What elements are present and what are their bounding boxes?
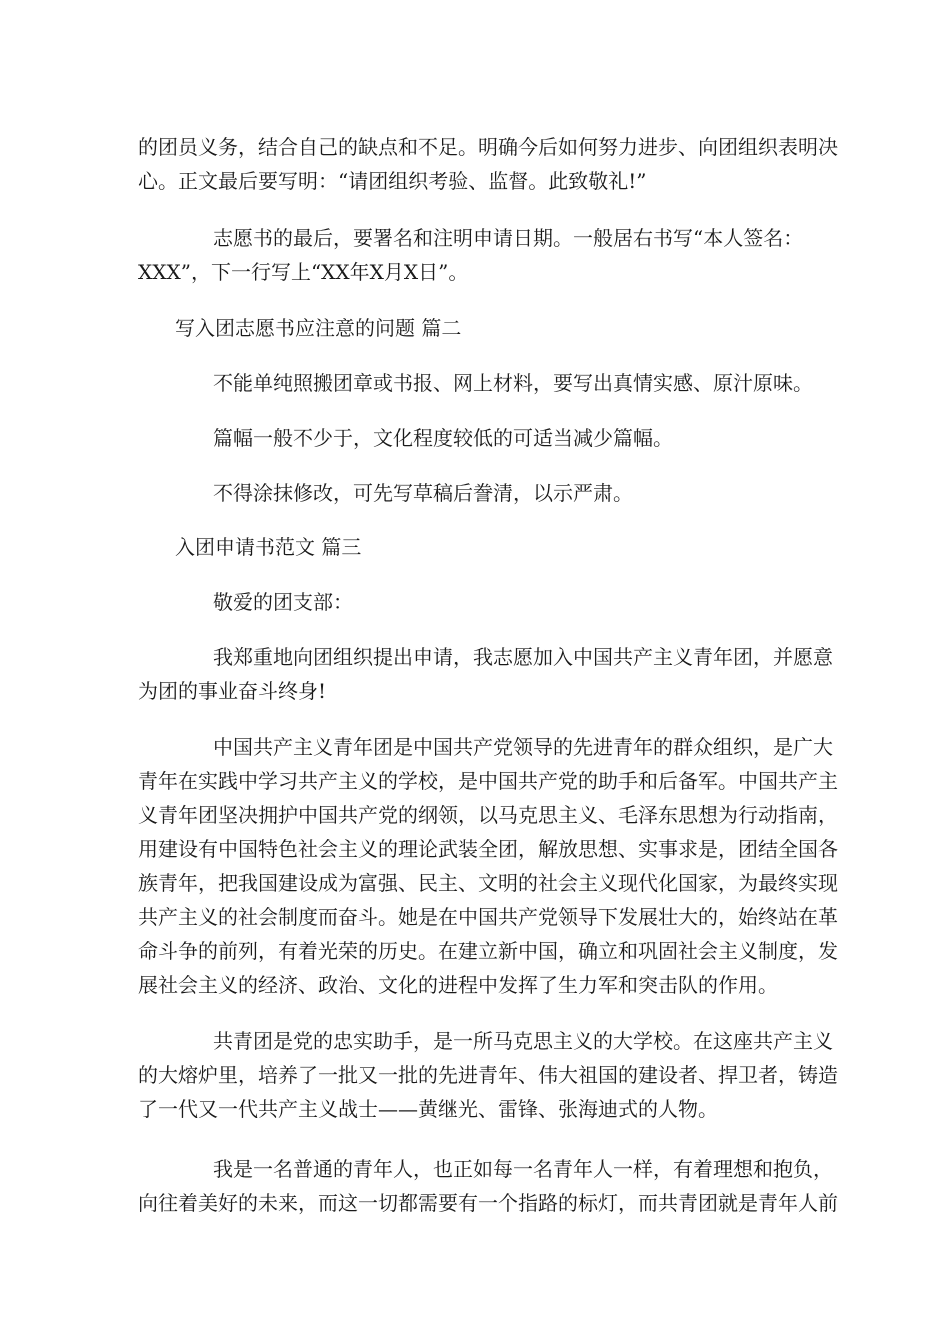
paragraph-league-description	[138, 730, 838, 1002]
text-line: XXX”，下一行写上“XX年X月X日”。	[138, 260, 469, 284]
paragraph-signature	[138, 221, 810, 289]
text-line: 的大熔炉里，培养了一批又一批的先进青年、伟大祖国的建设者、捍卫者，铸造	[138, 1063, 838, 1087]
text-line: 志愿书的最后，要署名和注明申请日期。一般居右书写“本人签名：	[213, 226, 804, 250]
text-line: 了一代又一代共产主义战士——黄继光、雷锋、张海迪式的人物。	[138, 1097, 718, 1121]
text-line: 我是一名普通的青年人，也正如每一名青年人一样，有着理想和抱负，	[213, 1157, 833, 1181]
salutation: 敬爱的团支部：	[213, 590, 353, 614]
text-line: 命斗争的前列，有着光荣的历史。在建立新中国，确立和巩固社会主义制度，发	[138, 939, 838, 963]
text-line: 心。正文最后要写明：“请团组织考验、监督。此致敬礼!”	[138, 169, 647, 193]
text-line: 用建设有中国特色社会主义的理论武装全团，解放思想、实事求是，团结全国各	[138, 837, 838, 861]
paragraph-personal	[138, 1152, 838, 1220]
section-heading-2: 写入团志愿书应注意的问题 篇二	[175, 316, 462, 340]
section-heading-3: 入团申请书范文 篇三	[175, 535, 362, 559]
text-line: 为团的事业奋斗终身!	[138, 679, 327, 703]
guideline-item-1: 不能单纯照搬团章或书报、网上材料，要写出真情实感、原汁原味。	[213, 371, 813, 395]
paragraph-league-assistant	[138, 1024, 838, 1126]
text-line: 族青年，把我国建设成为富强、民主、文明的社会主义现代化国家，为最终实现	[138, 871, 838, 895]
text-line: 我郑重地向团组织提出申请，我志愿加入中国共产主义青年团，并愿意	[213, 645, 833, 669]
text-line: 青年在实践中学习共产主义的学校，是中国共产党的助手和后备军。中国共产主	[138, 769, 838, 793]
guideline-item-3: 不得涂抹修改，可先写草稿后誊清，以示严肃。	[213, 481, 633, 505]
paragraph-application	[138, 640, 833, 708]
text-line: 的团员义务，结合自己的缺点和不足。明确今后如何努力进步、向团组织表明决	[138, 135, 838, 159]
text-line: 共产主义的社会制度而奋斗。她是在中国共产党领导下发展壮大的，始终站在革	[138, 905, 838, 929]
text-line: 向往着美好的未来，而这一切都需要有一个指路的标灯，而共青团就是青年人前	[138, 1191, 838, 1215]
text-line: 展社会主义的经济、政治、文化的进程中发挥了生力军和突击队的作用。	[138, 973, 778, 997]
text-line: 共青团是党的忠实助手，是一所马克思主义的大学校。在这座共产主义	[213, 1029, 833, 1053]
text-line: 中国共产主义青年团是中国共产党领导的先进青年的群众组织，是广大	[213, 735, 833, 759]
guideline-item-2: 篇幅一般不少于，文化程度较低的可适当减少篇幅。	[213, 426, 673, 450]
text-line: 义青年团坚决拥护中国共产党的纲领，以马克思主义、毛泽东思想为行动指南，	[138, 803, 838, 827]
paragraph-obligations	[138, 130, 838, 198]
